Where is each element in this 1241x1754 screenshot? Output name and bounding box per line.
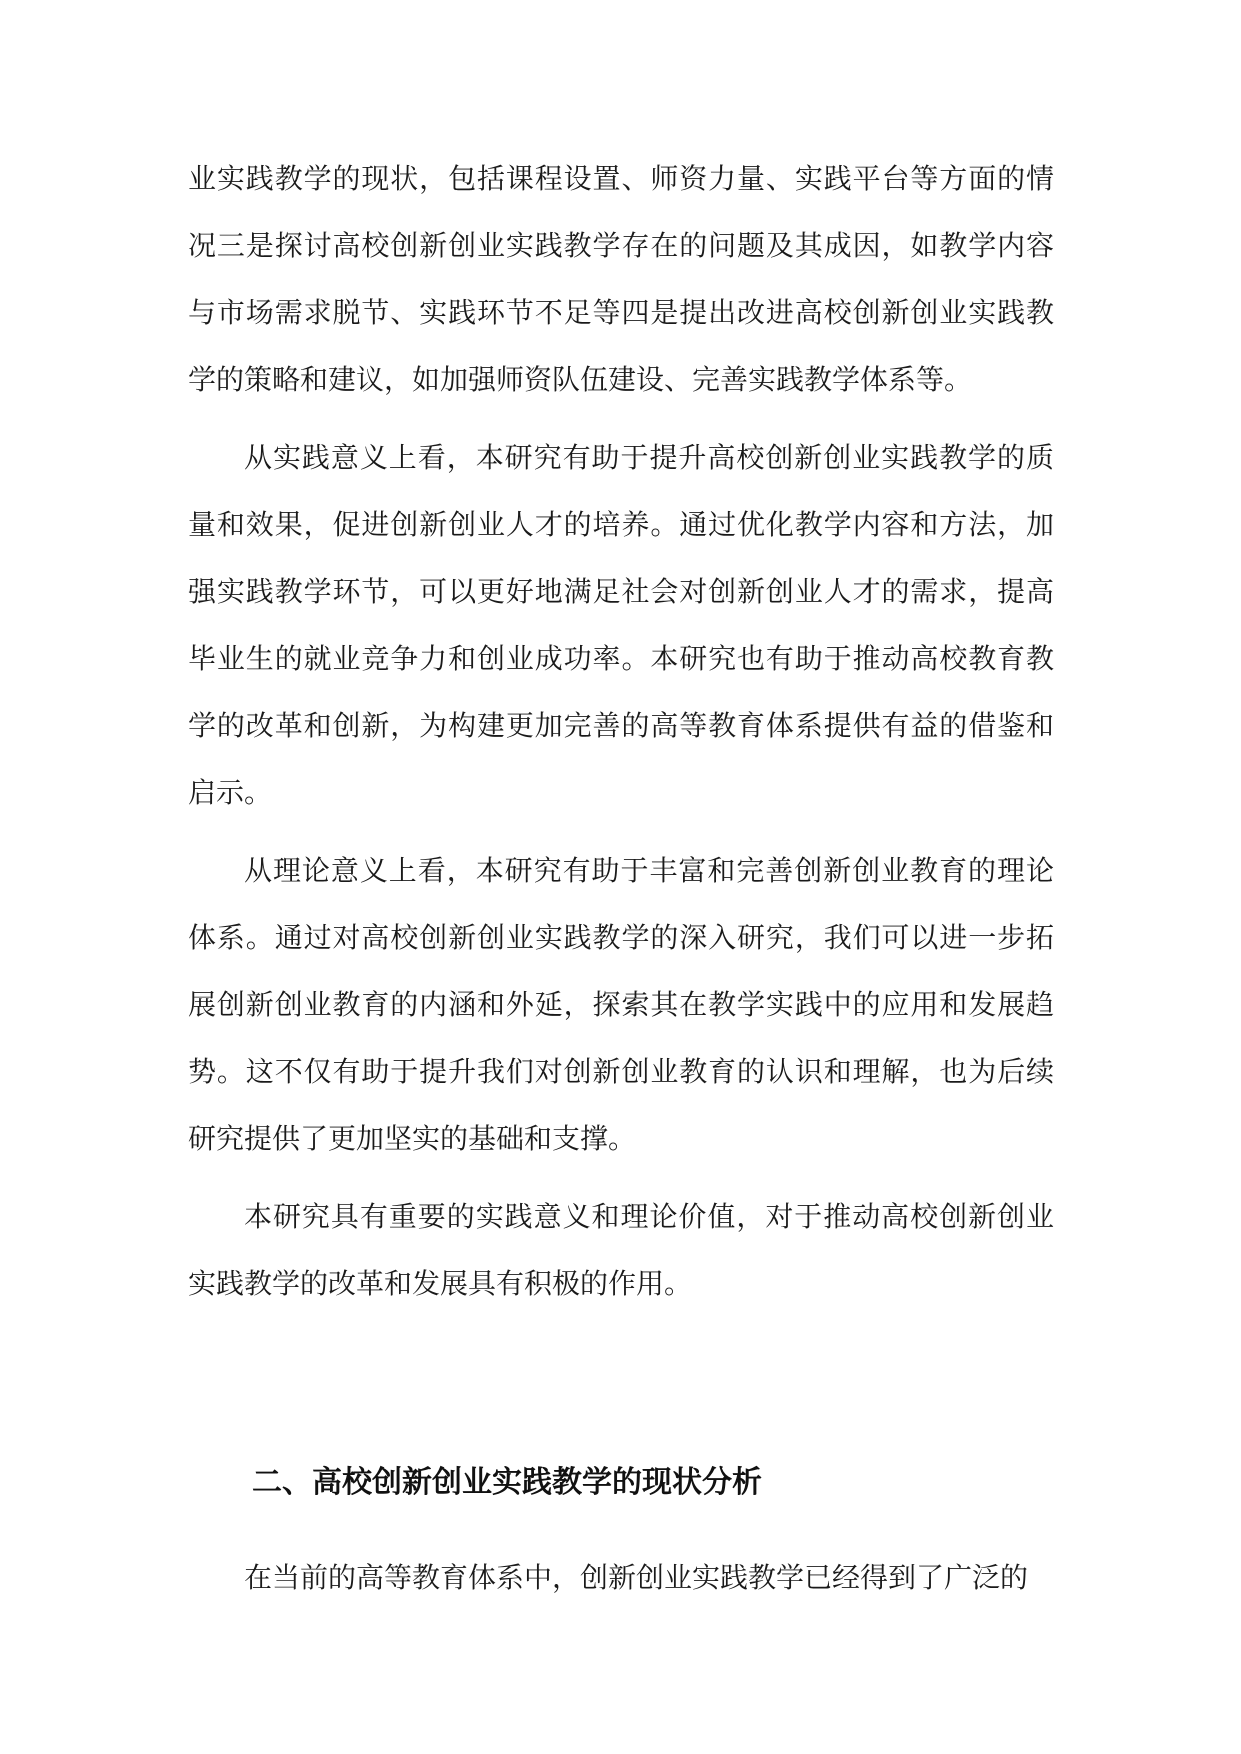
paragraph-theoretical-significance: 从理论意义上看，本研究有助于丰富和完善创新创业教育的理论体系。通过对高校创新创业实践教学的深入研究，我们可以进一步拓展创新创业教育的内涵和外延，探索其在教学实践中的应用和发展趋势。这不仅有助于提升我们对创新创业教育的认识和理解，也为后续研究提供了更加坚实的基础和支撑。 <box>188 854 1054 1155</box>
section-first-paragraph: 在当前的高等教育体系中，创新创业实践教学已经得到了广泛的 <box>244 1561 1029 1594</box>
section-body <box>188 1544 1054 1611</box>
body-text <box>188 145 1054 1317</box>
paragraph-practical-significance: 从实践意义上看，本研究有助于提升高校创新创业实践教学的质量和效果，促进创新创业人才的培养。通过优化教学内容和方法，加强实践教学环节，可以更好地满足社会对创新创业人才的需求，提高毕业生的就业竞争力和创业成功率。本研究也有助于推动高校教育教学的改革和创新，为构建更加完善的高等教育体系提供有益的借鉴和启示。 <box>188 441 1054 809</box>
paragraph-continued: 业实践教学的现状，包括课程设置、师资力量、实践平台等方面的情况三是探讨高校创新创业实践教学存在的问题及其成因，如教学内容与市场需求脱节、实践环节不足等四是提出改进高校创新创业实践教学的策略和建议，如加强师资队伍建设、完善实践教学体系等。 <box>188 162 1054 396</box>
paragraph-summary: 本研究具有重要的实践意义和理论价值，对于推动高校创新创业实践教学的改革和发展具有积极的作用。 <box>188 1200 1054 1300</box>
section-heading: 二、高校创新创业实践教学的现状分析 <box>252 1465 762 1500</box>
